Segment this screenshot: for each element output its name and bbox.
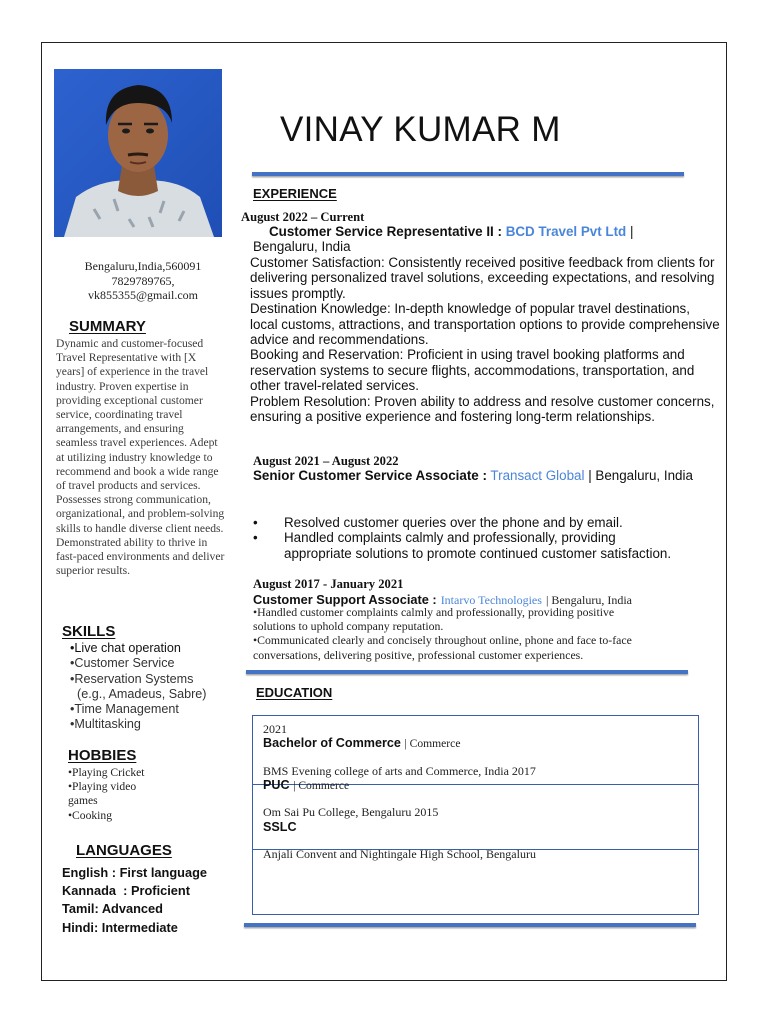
job-1-company[interactable]: BCD Travel Pvt Ltd (505, 224, 627, 239)
job-2-bullet (253, 530, 683, 561)
skills-heading: SKILLS (62, 623, 116, 640)
job-1-separator: | (629, 224, 634, 239)
skill-item: •Multitasking (70, 717, 141, 732)
job-2-title: Senior Customer Service Associate : (253, 468, 487, 483)
skill-item: •Time Management (70, 702, 179, 717)
job-3-company[interactable]: Intarvo Technologies (440, 593, 542, 607)
job-1-location: Bengaluru, India (253, 239, 351, 254)
job-3-date: August 2017 - January 2021 (253, 577, 404, 591)
edu-2-school: Om Sai Pu College, Bengaluru 2015 (263, 805, 439, 819)
edu-1-degree-line (263, 736, 460, 750)
job-3-title: Customer Support Associate : (253, 592, 437, 607)
job-1-paragraph: Destination Knowledge: In-depth knowledge of popular travel destinations, local customs, attractions, and transportation options to provide comprehensive advice and recommendations. (250, 301, 720, 348)
language-item: Tamil: Advanced (62, 901, 163, 917)
job-2-date: August 2021 – August 2022 (253, 454, 399, 468)
hobbies-list (68, 766, 168, 823)
candidate-name: VINAY KUMAR M (280, 110, 561, 149)
summary-heading: SUMMARY (69, 318, 146, 335)
skill-item: •Customer Service (70, 656, 175, 671)
education-heading: EDUCATION (256, 685, 333, 700)
language-item: English : First language (62, 865, 208, 880)
skill-item: (e.g., Amadeus, Sabre) (70, 686, 207, 701)
contact-phone: 7829789765, (111, 273, 175, 288)
hobby-item: •Cooking (68, 808, 112, 822)
profile-photo (54, 69, 222, 237)
experience-divider (246, 670, 688, 674)
name-divider (252, 172, 684, 176)
bullet-text: Resolved customer queries over the phone and by email. (284, 515, 623, 530)
job-2-location: | Bengaluru, India (588, 468, 693, 483)
edu-1-degree: Bachelor of Commerce (263, 736, 401, 750)
job-2-title-line (253, 468, 708, 483)
skill-item: •Live chat operation (70, 641, 181, 655)
edu-3-degree: SSLC (263, 820, 297, 834)
edu-1-sub: | Commerce (404, 737, 461, 750)
edu-3-school: Anjali Convent and Nightingale High School, Bengaluru (263, 847, 536, 861)
job-1-details (250, 255, 720, 424)
job-1-paragraph: Booking and Reservation: Proficient in using travel booking platforms and reservation systems to secure flights, accommodations, transportation, and other travel-related services. (250, 347, 695, 394)
summary-text: Dynamic and customer-focused Travel Representative with [X years] of experience in the travel industry. Proven expertise in providing exceptional customer service, coordinating travel arrangements, and ensuring seamless travel experiences. Adept at utilizing industry knowledge to recommend and book a wide range of travel products and services. Possesses strong communication, organizational, and problem-solving skills to handle diverse client needs. Demonstrated ability to thrive in fast-paced environments and deliver superior results. (56, 337, 225, 578)
edu-2-degree-line (263, 778, 349, 792)
hobbies-heading: HOBBIES (68, 747, 137, 764)
job-2-bullets (253, 515, 683, 561)
job-3-bullets (253, 605, 653, 662)
languages-list (62, 864, 207, 937)
bullet-text: Handled complaints calmly and professionally, providing appropriate solutions to promote continued customer satisfaction. (284, 530, 672, 561)
skill-item: •Reservation Systems (70, 671, 194, 686)
job-1-title-line (269, 224, 633, 239)
languages-heading: LANGUAGES (76, 842, 172, 859)
language-item: Kannada : Proficient (62, 883, 190, 899)
skills-list (70, 641, 207, 733)
edu-1-school: BMS Evening college of arts and Commerce, India 2017 (263, 764, 536, 778)
job-1-paragraph: Problem Resolution: Proven ability to address and resolve customer concerns, ensuring a positive experience and fostering long-term relationships. (250, 393, 715, 425)
edu-1-year: 2021 (263, 722, 287, 736)
edu-2-degree: PUC (263, 778, 290, 792)
job-1-paragraph: Customer Satisfaction: Consistently received positive feedback from clients for delivering personalized travel solutions, exceeding expectations, and resolving issues promptly. (250, 255, 715, 301)
contact-email[interactable]: vk855355@gmail.com (87, 288, 199, 302)
hobby-item: •Playing Cricket (68, 766, 145, 779)
contact-address: Bengaluru,India,560091 (84, 259, 202, 273)
job-2-bullet (253, 515, 683, 530)
job-2-company[interactable]: Transact Global (490, 468, 585, 483)
job-3-location: | Bengaluru, India (545, 593, 632, 607)
education-divider (244, 923, 696, 927)
bullet-marker: • (253, 515, 258, 530)
edu-2-sub: | Commerce (293, 779, 350, 792)
language-item: Hindi: Intermediate (62, 919, 178, 935)
job-3-bullet: •Communicated clearly and concisely throughout online, phone and face to-face conversations, delivering positive, professional customer experiences. (253, 633, 632, 662)
job-1-date: August 2022 – Current (241, 210, 365, 224)
contact-block (54, 259, 232, 303)
job-1-title: Customer Service Representative II : (269, 224, 502, 239)
job-3-bullet: •Handled customer complaints calmly and professionally, providing positive solutions to uphold company reputation. (253, 605, 615, 634)
bullet-marker: • (253, 530, 258, 546)
hobby-item: •Playing video games (68, 780, 137, 808)
experience-heading: EXPERIENCE (253, 186, 337, 201)
